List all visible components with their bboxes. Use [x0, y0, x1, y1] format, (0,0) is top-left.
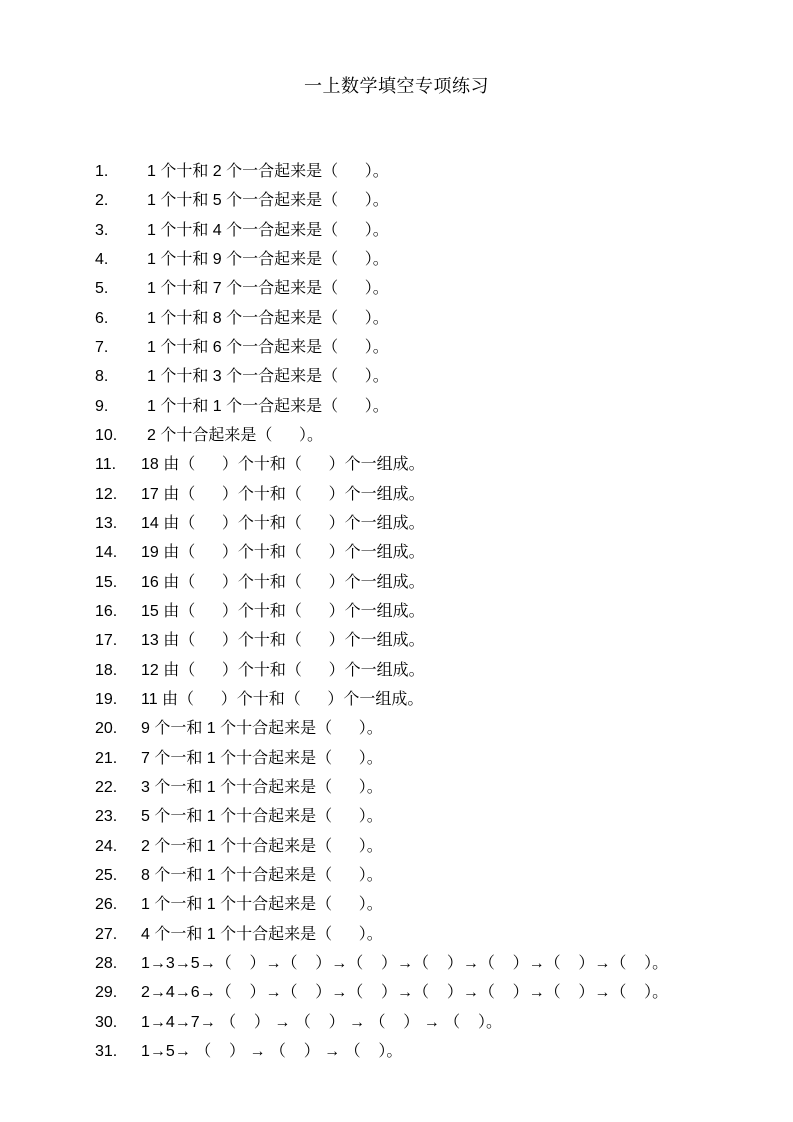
question-text: 4 个一和 1 个十合起来是（ ）。: [141, 925, 383, 943]
question-text: 1 个十和 9 个一合起来是（ ）。: [147, 250, 389, 268]
question-number: 9.: [95, 397, 109, 415]
question-text: 3 个一和 1 个十合起来是（ ）。: [141, 778, 383, 796]
document-title: 一上数学填空专项练习: [304, 76, 489, 96]
question-item: [0, 513, 793, 542]
question-item: [0, 572, 793, 601]
question-text: 1 个十和 3 个一合起来是（ ）。: [147, 368, 389, 386]
question-item: [0, 748, 793, 777]
question-item: [0, 249, 793, 278]
question-text: 2 个一和 1 个十合起来是（ ）。: [141, 837, 383, 855]
question-text: 1 个十和 7 个一合起来是（ ）。: [147, 280, 389, 298]
question-number: 16.: [95, 602, 118, 620]
question-number: 3.: [95, 221, 109, 239]
question-item: [0, 924, 793, 953]
question-text: 5 个一和 1 个十合起来是（ ）。: [141, 808, 383, 826]
question-item: [0, 630, 793, 659]
question-number: 4.: [95, 250, 109, 268]
question-item: [0, 836, 793, 865]
question-item: [0, 806, 793, 835]
question-item: [0, 601, 793, 630]
question-item: [0, 396, 793, 425]
question-number: 5.: [95, 280, 109, 298]
question-number: 29.: [95, 984, 118, 1002]
question-text: 2 个十合起来是（ ）。: [147, 426, 324, 444]
question-text: 1 个十和 6 个一合起来是（ ）。: [147, 338, 389, 356]
question-text: 18 由（ ）个十和（ ）个一组成。: [141, 456, 425, 474]
question-item: [0, 777, 793, 806]
question-number: 1.: [95, 163, 109, 180]
question-text: 12 由（ ）个十和（ ）个一组成。: [141, 661, 425, 679]
question-number: 8.: [95, 368, 109, 386]
question-number: 31.: [95, 1042, 118, 1060]
question-number: 24.: [95, 837, 118, 855]
question-text: 1 个十和 5 个一合起来是（ ）。: [147, 192, 389, 210]
question-text: 13 由（ ）个十和（ ）个一组成。: [141, 632, 425, 650]
question-text: 1 个一和 1 个十合起来是（ ）。: [141, 896, 383, 914]
question-text: 16 由（ ）个十和（ ）个一组成。: [141, 573, 425, 591]
question-text: 17 由（ ）个十和（ ）个一组成。: [141, 485, 425, 503]
question-number: 23.: [95, 808, 118, 826]
question-text: 1 个十和 8 个一合起来是（ ）。: [147, 309, 389, 327]
question-number: 25.: [95, 866, 118, 884]
question-item: [0, 689, 793, 718]
question-item: [0, 337, 793, 366]
question-item: [0, 190, 793, 219]
question-item: [0, 454, 793, 483]
question-item: [0, 484, 793, 513]
question-number: 7.: [95, 338, 109, 356]
question-number: 19.: [95, 690, 118, 708]
question-item: [0, 366, 793, 395]
question-number: 17.: [95, 632, 118, 650]
question-number: 22.: [95, 778, 118, 796]
question-item: [0, 718, 793, 747]
question-item: [0, 894, 793, 923]
question-text: 7 个一和 1 个十合起来是（ ）。: [141, 749, 383, 767]
question-text: 19 由（ ）个十和（ ）个一组成。: [141, 544, 425, 562]
question-item: [0, 982, 793, 1011]
question-number: 15.: [95, 573, 118, 591]
question-item: [0, 660, 793, 689]
question-number: 18.: [95, 661, 118, 679]
question-number: 11.: [95, 456, 117, 474]
question-item: [0, 308, 793, 337]
question-item: [0, 278, 793, 307]
question-text: 1→5→ （ ） → （ ） → （ ）。: [141, 1042, 403, 1060]
question-text: 1 个十和 1 个一合起来是（ ）。: [147, 397, 389, 415]
question-item: [0, 220, 793, 249]
question-number: 13.: [95, 514, 118, 532]
question-number: 21.: [95, 749, 118, 767]
question-item: [0, 161, 793, 190]
question-item: [0, 542, 793, 571]
question-number: 27.: [95, 925, 118, 943]
question-number: 20.: [95, 720, 118, 738]
question-number: 6.: [95, 309, 109, 327]
question-item: [0, 425, 793, 454]
question-item: [0, 1041, 793, 1070]
question-number: 26.: [95, 896, 118, 914]
question-number: 28.: [95, 954, 118, 972]
question-number: 30.: [95, 1013, 118, 1031]
question-number: 2.: [95, 192, 109, 210]
question-text: 14 由（ ）个十和（ ）个一组成。: [141, 514, 425, 532]
question-text: 9 个一和 1 个十合起来是（ ）。: [141, 720, 383, 738]
question-item: [0, 1012, 793, 1041]
question-number: 14.: [95, 544, 118, 562]
question-text: 1 个十和 4 个一合起来是（ ）。: [147, 221, 389, 239]
question-item: [0, 953, 793, 982]
question-text: 8 个一和 1 个十合起来是（ ）。: [141, 866, 383, 884]
question-list: [0, 161, 793, 1070]
question-text: 15 由（ ）个十和（ ）个一组成。: [141, 602, 425, 620]
question-text: 1 个十和 2 个一合起来是（ ）。: [147, 163, 389, 180]
question-text: 1→3→5→（ ）→（ ）→（ ）→（ ）→（ ）→（ ）→（ ）。: [141, 954, 669, 972]
question-number: 12.: [95, 485, 118, 503]
question-text: 11 由（ ）个十和（ ）个一组成。: [141, 690, 424, 708]
question-number: 10.: [95, 426, 118, 444]
question-text: 1→4→7→ （ ） → （ ） → （ ） → （ ）。: [141, 1013, 502, 1031]
question-item: [0, 865, 793, 894]
question-text: 2→4→6→（ ）→（ ）→（ ）→（ ）→（ ）→（ ）→（ ）。: [141, 984, 669, 1002]
